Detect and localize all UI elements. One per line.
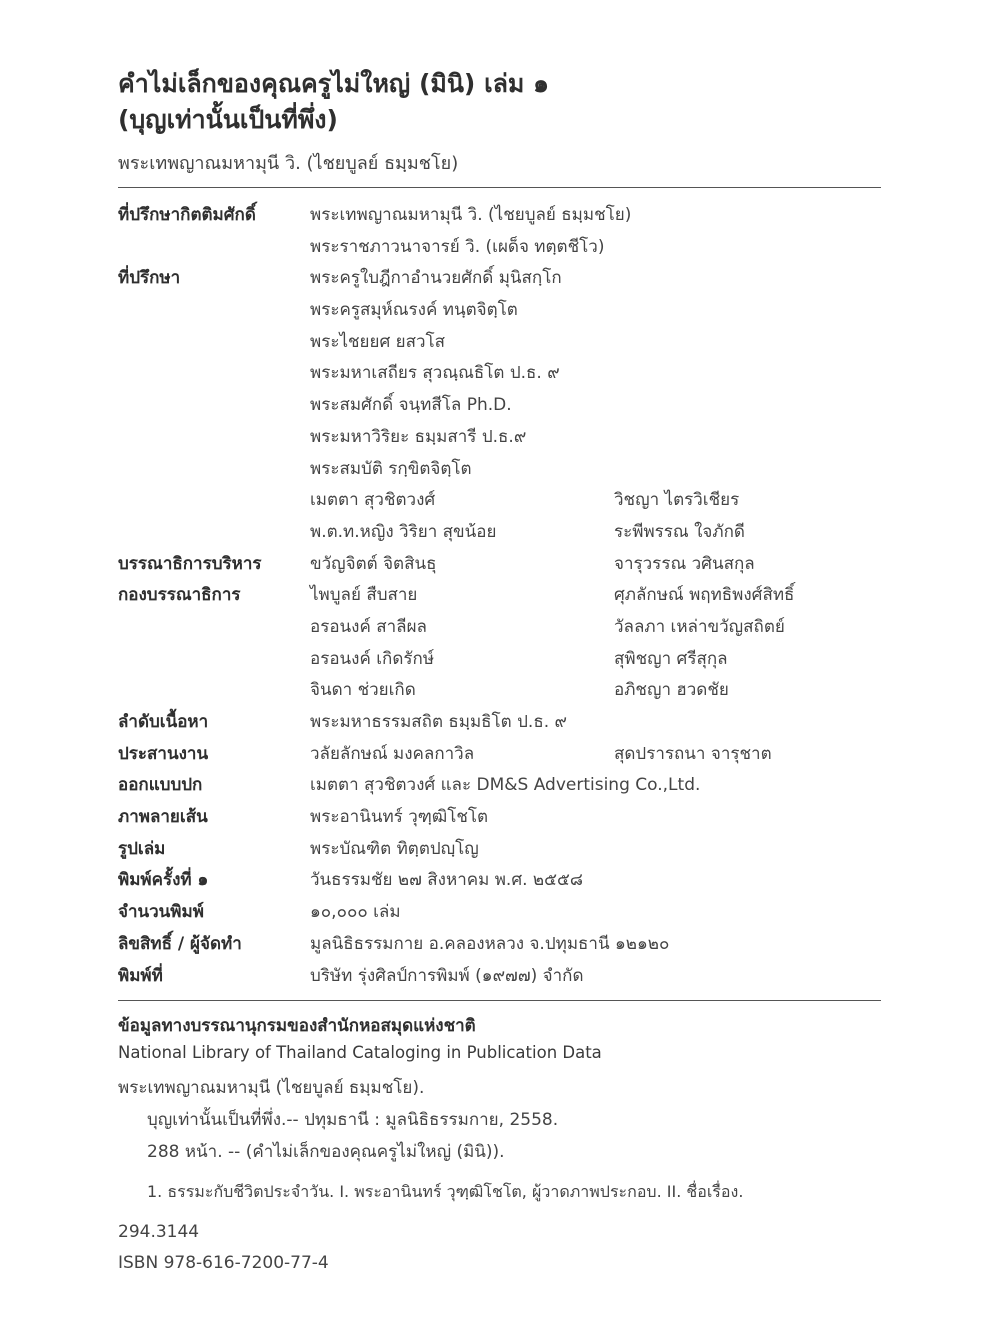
credit-row [118, 454, 881, 486]
credit-name-secondary: สุดปรารถนา จารุชาต [614, 743, 772, 764]
credit-row [118, 707, 881, 739]
cip-subjects: 1. ธรรมะกับชีวิตประจำวัน. I. พระอานินทร์ วุฑฺฒิโชโต, ผู้วาดภาพประกอบ. II. ชื่อเรื่อง. [147, 1182, 744, 1201]
credit-row [118, 327, 881, 359]
credit-row [118, 644, 881, 676]
credit-row [118, 897, 881, 929]
cip-title-line: บุญเท่านั้นเป็นที่พึ่ง.-- ปทุมธานี : มูลนิธิธรรมกาย, 2558. [147, 1110, 559, 1130]
credit-row [118, 675, 881, 707]
credit-row [118, 358, 881, 390]
credit-name: พ.ต.ท.หญิง วิริยา สุขน้อย [310, 521, 497, 542]
credit-row [118, 770, 881, 802]
credit-name-secondary: อภิชญา ฮวดชัย [614, 680, 729, 701]
credit-row [118, 961, 881, 993]
credit-role: ที่ปรึกษากิตติมศักดิ์ [118, 205, 256, 225]
credit-row [118, 834, 881, 866]
credit-name: อรอนงค์ เกิดรักษ์ [310, 648, 435, 669]
credit-row [118, 517, 881, 549]
credit-name: พระมหาวิริยะ ธมฺมสารี ป.ธ.๙ [310, 426, 527, 447]
credit-row [118, 802, 881, 834]
credit-name: พระครูใบฎีกาอำนวยศักดิ์ มุนิสกฺโก [310, 268, 562, 289]
credit-role: บรรณาธิการบริหาร [118, 553, 262, 574]
credit-name: พระไชยยศ ยสวโส [310, 331, 446, 352]
credit-row [118, 390, 881, 422]
credit-name: วลัยลักษณ์ มงคลกาวิล [310, 743, 475, 764]
credit-role: พิมพ์ครั้งที่ ๑ [118, 870, 209, 891]
credit-role: รูปเล่ม [118, 838, 166, 859]
credit-row [118, 295, 881, 327]
credit-row [118, 865, 881, 897]
cip-classification: 294.3144 [118, 1222, 200, 1242]
bottom-divider [118, 1000, 881, 1001]
credit-role: จำนวนพิมพ์ [118, 902, 204, 923]
book-title-line-2: (บุญเท่านั้นเป็นที่พึ่ง) [118, 105, 338, 134]
credit-row [118, 422, 881, 454]
credit-name: บริษัท รุ่งศิลป์การพิมพ์ (๑๙๗๗) จำกัด [310, 965, 584, 986]
top-divider [118, 187, 881, 188]
credit-row [118, 485, 881, 517]
credit-name-secondary: ศุภลักษณ์ พฤทธิพงศ์สิทธิ์ [614, 585, 795, 606]
book-title-line-1: คำไม่เล็กของคุณครูไม่ใหญ่ (มินิ) เล่ม ๑ [118, 69, 549, 98]
cip-author: พระเทพญาณมหามุนี (ไชยบูลย์ ธมฺมชโย). [118, 1078, 425, 1098]
credit-name: พระราชภาวนาจารย์ วิ. (เผด็จ ทตฺตชีโว) [310, 236, 605, 257]
credit-role: ลิขสิทธิ์ / ผู้จัดทำ [118, 933, 242, 954]
credit-name: มูลนิธิธรรมกาย อ.คลองหลวง จ.ปทุมธานี ๑๒๑๒๐ [310, 933, 670, 954]
cip-isbn: ISBN 978-616-7200-77-4 [118, 1253, 329, 1273]
credit-role: ภาพลายเส้น [118, 807, 208, 828]
credit-name: พระสมบัติ รกฺขิตจิตฺโต [310, 458, 472, 479]
credit-row [118, 929, 881, 961]
credit-name: พระเทพญาณมหามุนี วิ. (ไชยบูลย์ ธมฺมชโย) [310, 205, 632, 225]
credit-name: ขวัญจิตต์ จิตสินธุ [310, 553, 437, 574]
credit-name-secondary: วัลลภา เหล่าขวัญสถิตย์ [614, 616, 785, 637]
credit-name: ไพบูลย์ สืบสาย [310, 585, 418, 606]
credit-name-secondary: ระพีพรรณ ใจภักดี [614, 521, 745, 542]
book-author: พระเทพญาณมหามุนี วิ. (ไชยบูลย์ ธมฺมชโย) [118, 153, 459, 174]
credit-role: ที่ปรึกษา [118, 268, 181, 289]
credit-role: ประสานงาน [118, 743, 209, 764]
cip-heading-english: National Library of Thailand Cataloging in Publication Data [118, 1043, 602, 1062]
credit-name: วันธรรมชัย ๒๗ สิงหาคม พ.ศ. ๒๕๕๘ [310, 870, 583, 891]
credit-row [118, 612, 881, 644]
credit-role: ลำดับเนื้อหา [118, 712, 209, 732]
credit-name: พระมหาเสถียร สุวณฺณธิโต ป.ธ. ๙ [310, 363, 560, 384]
book-title [118, 66, 898, 138]
credit-row [118, 200, 881, 232]
credit-role: พิมพ์ที่ [118, 965, 163, 986]
credits-list [118, 200, 881, 992]
cip-pages-line: 288 หน้า. -- (คำไม่เล็กของคุณครูไม่ใหญ่ (มินิ)). [147, 1142, 505, 1162]
credit-role: กองบรรณาธิการ [118, 585, 241, 606]
credit-name: ๑๐,๐๐๐ เล่ม [310, 902, 401, 923]
credit-name: พระมหาธรรมสถิต ธมฺมธิโต ป.ธ. ๙ [310, 712, 567, 732]
credit-row [118, 549, 881, 581]
credit-name: พระสมศักดิ์ จนฺทสีโล Ph.D. [310, 395, 512, 416]
credit-name: จินดา ช่วยเกิด [310, 680, 416, 701]
credit-name: พระครูสมุห์ณรงค์ ทนฺตจิตฺโต [310, 300, 518, 321]
credit-row [118, 580, 881, 612]
credit-name: อรอนงค์ สาลีผล [310, 616, 427, 637]
credit-row [118, 263, 881, 295]
credit-name: พระอานินทร์ วุฑฺฒิโชโต [310, 807, 489, 828]
cip-heading-thai: ข้อมูลทางบรรณานุกรมของสำนักหอสมุดแห่งชาติ [118, 1016, 476, 1036]
credit-role: ออกแบบปก [118, 775, 203, 796]
credit-name-secondary: จารุวรรณ วศินสกุล [614, 553, 755, 574]
credit-name-secondary: สุพิชญา ศรีสุกุล [614, 648, 728, 669]
credit-name: เมตตา สุวชิตวงศ์ และ DM&S Advertising Co.,Ltd. [310, 775, 701, 796]
credit-row [118, 739, 881, 771]
credit-name: เมตตา สุวชิตวงศ์ [310, 490, 436, 511]
credit-name: พระบัณฑิต ทิตฺตปญฺโญ [310, 838, 479, 859]
credit-row [118, 232, 881, 264]
credit-name-secondary: วิชญา ไตรวิเชียร [614, 490, 740, 511]
